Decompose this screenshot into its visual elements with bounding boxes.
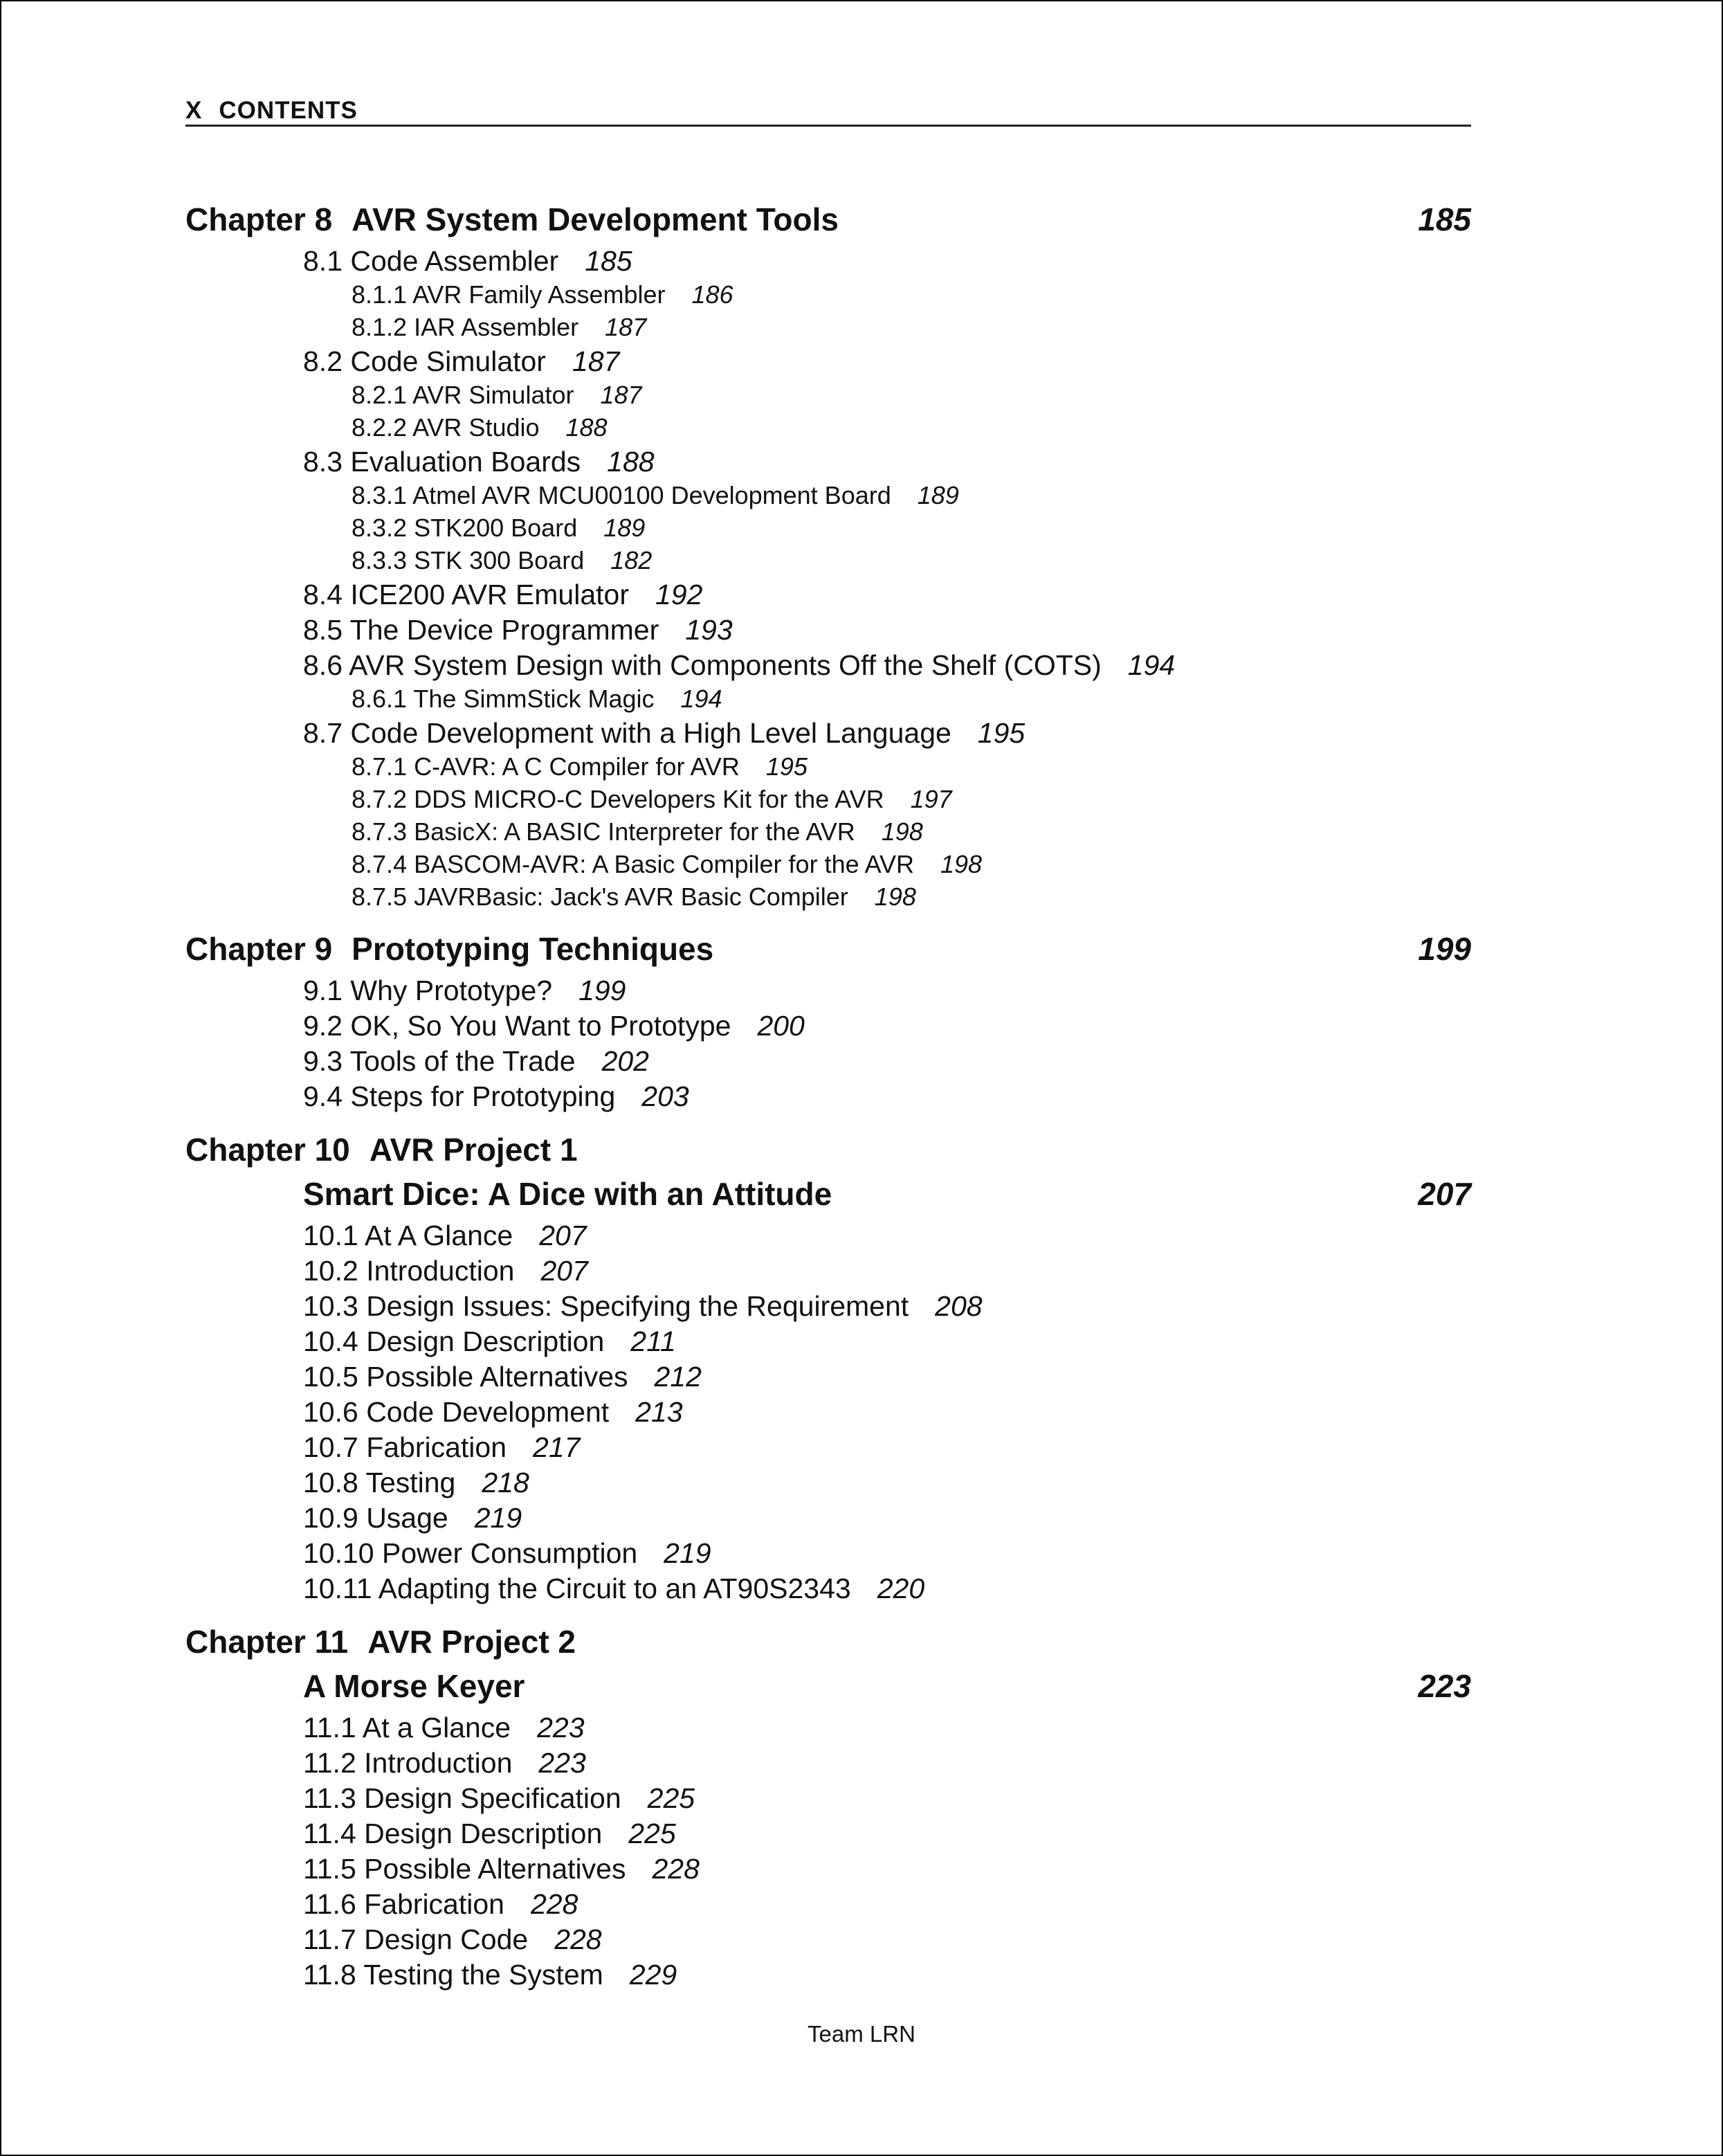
chapter-9-heading — [185, 930, 1471, 975]
toc-entry-label: 8.3.3 STK 300 Board — [352, 546, 585, 574]
toc-entry-label: 10.2 Introduction — [303, 1255, 515, 1287]
toc-page-number: 189 — [603, 514, 646, 542]
toc-entry-label: 11.2 Introduction — [303, 1747, 513, 1779]
chapter-page: 207 — [1418, 1176, 1471, 1212]
toc-subsection — [352, 685, 1471, 717]
toc-page-number: 193 — [685, 614, 733, 646]
toc-page-number: 200 — [757, 1010, 805, 1042]
toc-section — [303, 1853, 1471, 1888]
toc-section — [303, 1080, 1471, 1116]
toc-entry-label: 9.1 Why Prototype? — [303, 975, 553, 1006]
toc-subsection — [352, 817, 1471, 850]
toc-entry-label: 10.5 Possible Alternatives — [303, 1361, 628, 1393]
chapter-page: 185 — [1418, 201, 1471, 237]
chapter-10-heading — [185, 1131, 1471, 1175]
toc-section — [303, 1747, 1471, 1782]
toc-entry-label: 8.2.2 AVR Studio — [352, 413, 540, 442]
toc-entry-label: 8.6 AVR System Design with Components Off the Shelf (COTS) — [303, 649, 1102, 681]
toc-entry-label: 8.5 The Device Programmer — [303, 614, 659, 646]
toc-page-number: 220 — [877, 1573, 925, 1604]
toc-page-number: 213 — [635, 1396, 683, 1428]
toc-page-number: 187 — [605, 313, 647, 341]
toc-entry-label: 8.7.2 DDS MICRO-C Developers Kit for the AVR — [352, 785, 884, 813]
toc-entry-label: 8.7.4 BASCOM-AVR: A Basic Compiler for the AVR — [352, 850, 914, 878]
table-of-contents — [185, 201, 1471, 1994]
toc-entry-label: 8.2 Code Simulator — [303, 345, 546, 377]
toc-subsection — [352, 313, 1471, 345]
toc-page-number: 194 — [680, 685, 722, 713]
chapter-number: Chapter 10 — [185, 1132, 350, 1168]
chapter-subtitle: Smart Dice: A Dice with an Attitude — [303, 1176, 832, 1212]
toc-entry-label: 11.8 Testing the System — [303, 1959, 603, 1991]
toc-entry-label: 8.3.2 STK200 Board — [352, 514, 578, 542]
toc-section — [303, 1431, 1471, 1467]
toc-subsection — [352, 850, 1471, 882]
toc-page-number: 229 — [629, 1959, 677, 1991]
toc-entry-label: 10.4 Design Description — [303, 1325, 605, 1357]
toc-section — [303, 1782, 1471, 1818]
toc-page-number: 211 — [630, 1325, 676, 1357]
toc-section — [303, 1888, 1471, 1923]
footer-watermark: Team LRN — [808, 2021, 915, 2047]
toc-entry-label: 11.1 At a Glance — [303, 1712, 511, 1743]
chapter-subtitle: A Morse Keyer — [303, 1668, 525, 1704]
toc-entry-label: 11.7 Design Code — [303, 1923, 529, 1955]
toc-entry-label: 11.4 Design Description — [303, 1818, 603, 1849]
chapter-11-heading — [185, 1623, 1471, 1667]
toc-page-number: 219 — [474, 1502, 522, 1534]
toc-section — [303, 345, 1471, 381]
chapter-number: Chapter 8 — [185, 201, 333, 237]
chapter-number: Chapter 9 — [185, 931, 333, 967]
toc-section — [303, 1361, 1471, 1396]
toc-entry-label: 9.2 OK, So You Want to Prototype — [303, 1010, 731, 1042]
toc-entry-label: 8.3.1 Atmel AVR MCU00100 Development Board — [352, 481, 891, 509]
chapter-title: AVR System Development Tools — [352, 201, 839, 237]
toc-section — [303, 614, 1471, 649]
toc-entry-label: 8.2.1 AVR Simulator — [352, 381, 574, 409]
toc-section — [303, 1045, 1471, 1080]
toc-section — [303, 1818, 1471, 1853]
chapter-8-heading — [185, 201, 1471, 245]
toc-subsection — [352, 413, 1471, 446]
toc-entry-label: 8.7.3 BasicX: A BASIC Interpreter for the AVR — [352, 817, 855, 846]
toc-page-number: 217 — [533, 1431, 581, 1463]
toc-page-number: 185 — [585, 245, 632, 277]
toc-entry-label: 8.3 Evaluation Boards — [303, 446, 581, 478]
toc-entry-label: 11.5 Possible Alternatives — [303, 1853, 626, 1885]
spacer — [185, 1116, 1471, 1131]
chapter-number: Chapter 11 — [185, 1624, 349, 1660]
toc-page-number: 225 — [647, 1782, 695, 1814]
toc-subsection — [352, 514, 1471, 546]
toc-entry-label: 10.9 Usage — [303, 1502, 448, 1534]
toc-entry-label: 8.7.1 C-AVR: A C Compiler for AVR — [352, 752, 740, 781]
toc-section — [303, 1923, 1471, 1959]
toc-entry-label: 8.7.5 JAVRBasic: Jack's AVR Basic Compiler — [352, 882, 848, 911]
chapter-page: 223 — [1418, 1668, 1471, 1704]
toc-entry-label: 8.1.1 AVR Family Assembler — [352, 280, 666, 309]
toc-subsection — [352, 381, 1471, 413]
toc-section — [303, 1959, 1471, 1994]
toc-section — [303, 1573, 1471, 1608]
toc-entry-label: 10.7 Fabrication — [303, 1431, 507, 1463]
toc-entry-label: 9.3 Tools of the Trade — [303, 1045, 576, 1077]
chapter-title: Prototyping Techniques — [352, 931, 714, 967]
toc-page-number: 186 — [691, 280, 733, 309]
toc-page-number: 228 — [530, 1888, 578, 1920]
toc-section — [303, 975, 1471, 1010]
toc-section — [303, 1502, 1471, 1537]
toc-page-number: 192 — [655, 579, 703, 610]
toc-entry-label: 10.8 Testing — [303, 1467, 456, 1498]
chapter-10-subtitle — [303, 1175, 1471, 1220]
chapter-page: 199 — [1418, 931, 1471, 967]
toc-entry-label: 10.6 Code Development — [303, 1396, 610, 1428]
toc-subsection — [352, 280, 1471, 313]
toc-subsection — [352, 481, 1471, 514]
toc-page-number: 195 — [977, 717, 1025, 749]
toc-page-number: 225 — [628, 1818, 676, 1849]
toc-page-number: 207 — [539, 1220, 587, 1251]
toc-section — [303, 1396, 1471, 1431]
toc-entry-label: 10.10 Power Consumption — [303, 1537, 638, 1569]
toc-page-number: 207 — [540, 1255, 588, 1287]
toc-entry-label: 9.4 Steps for Prototyping — [303, 1080, 616, 1112]
toc-page-number: 187 — [600, 381, 642, 409]
toc-section — [303, 1290, 1471, 1325]
toc-entry-label: 8.6.1 The SimmStick Magic — [352, 685, 655, 713]
toc-page-number: 202 — [601, 1045, 649, 1077]
toc-page-number: 198 — [874, 882, 916, 911]
toc-entry-label: 10.11 Adapting the Circuit to an AT90S2343 — [303, 1573, 851, 1604]
toc-page-number: 212 — [654, 1361, 702, 1393]
toc-page-number: 194 — [1127, 649, 1176, 681]
toc-entry-label: 10.1 At A Glance — [303, 1220, 513, 1251]
toc-page-number: 198 — [940, 850, 983, 878]
toc-page-number: 203 — [641, 1080, 689, 1112]
toc-page-number: 223 — [538, 1747, 586, 1779]
toc-subsection — [352, 882, 1471, 915]
toc-section — [303, 1220, 1471, 1255]
toc-section — [303, 1325, 1471, 1361]
running-head-letter: X — [185, 97, 203, 124]
toc-section — [303, 649, 1471, 685]
toc-entry-label: 11.3 Design Specification — [303, 1782, 621, 1814]
toc-subsection — [352, 752, 1471, 785]
toc-section — [303, 1255, 1471, 1290]
toc-page-number: 223 — [537, 1712, 585, 1743]
toc-subsection — [352, 785, 1471, 817]
toc-entry-label: 8.4 ICE200 AVR Emulator — [303, 579, 629, 610]
toc-page-number: 218 — [482, 1467, 529, 1498]
toc-page-number: 188 — [607, 446, 655, 478]
toc-page-number: 208 — [935, 1290, 983, 1322]
toc-page-number: 197 — [910, 785, 952, 813]
toc-page-number: 188 — [565, 413, 608, 442]
toc-page-number: 199 — [578, 975, 626, 1006]
chapter-11-subtitle — [303, 1667, 1471, 1712]
toc-section — [303, 579, 1471, 614]
toc-page-number: 228 — [554, 1923, 602, 1955]
toc-entry-label: 8.1.2 IAR Assembler — [352, 313, 579, 341]
toc-entry-label: 11.6 Fabrication — [303, 1888, 504, 1920]
toc-subsection — [352, 546, 1471, 579]
toc-section — [303, 245, 1471, 280]
toc-page-number: 219 — [664, 1537, 711, 1569]
toc-entry-label: 8.7 Code Development with a High Level Language — [303, 717, 951, 749]
running-head-label: CONTENTS — [219, 97, 358, 124]
toc-section — [303, 446, 1471, 481]
toc-page-number: 182 — [610, 546, 653, 574]
chapter-title: AVR Project 1 — [369, 1132, 578, 1168]
toc-section — [303, 1712, 1471, 1747]
chapter-title: AVR Project 2 — [367, 1624, 576, 1660]
running-head — [185, 97, 1471, 127]
spacer — [185, 915, 1471, 930]
toc-section — [303, 1467, 1471, 1502]
toc-page-number: 187 — [572, 345, 620, 377]
toc-page-number: 228 — [652, 1853, 700, 1885]
toc-section — [303, 717, 1471, 752]
toc-page-number: 189 — [917, 481, 959, 509]
toc-entry-label: 10.3 Design Issues: Specifying the Requirement — [303, 1290, 909, 1322]
toc-section — [303, 1010, 1471, 1045]
toc-page-number: 198 — [881, 817, 923, 846]
spacer — [185, 1608, 1471, 1623]
toc-entry-label: 8.1 Code Assembler — [303, 245, 559, 277]
toc-section — [303, 1537, 1471, 1573]
toc-page-number: 195 — [765, 752, 808, 781]
